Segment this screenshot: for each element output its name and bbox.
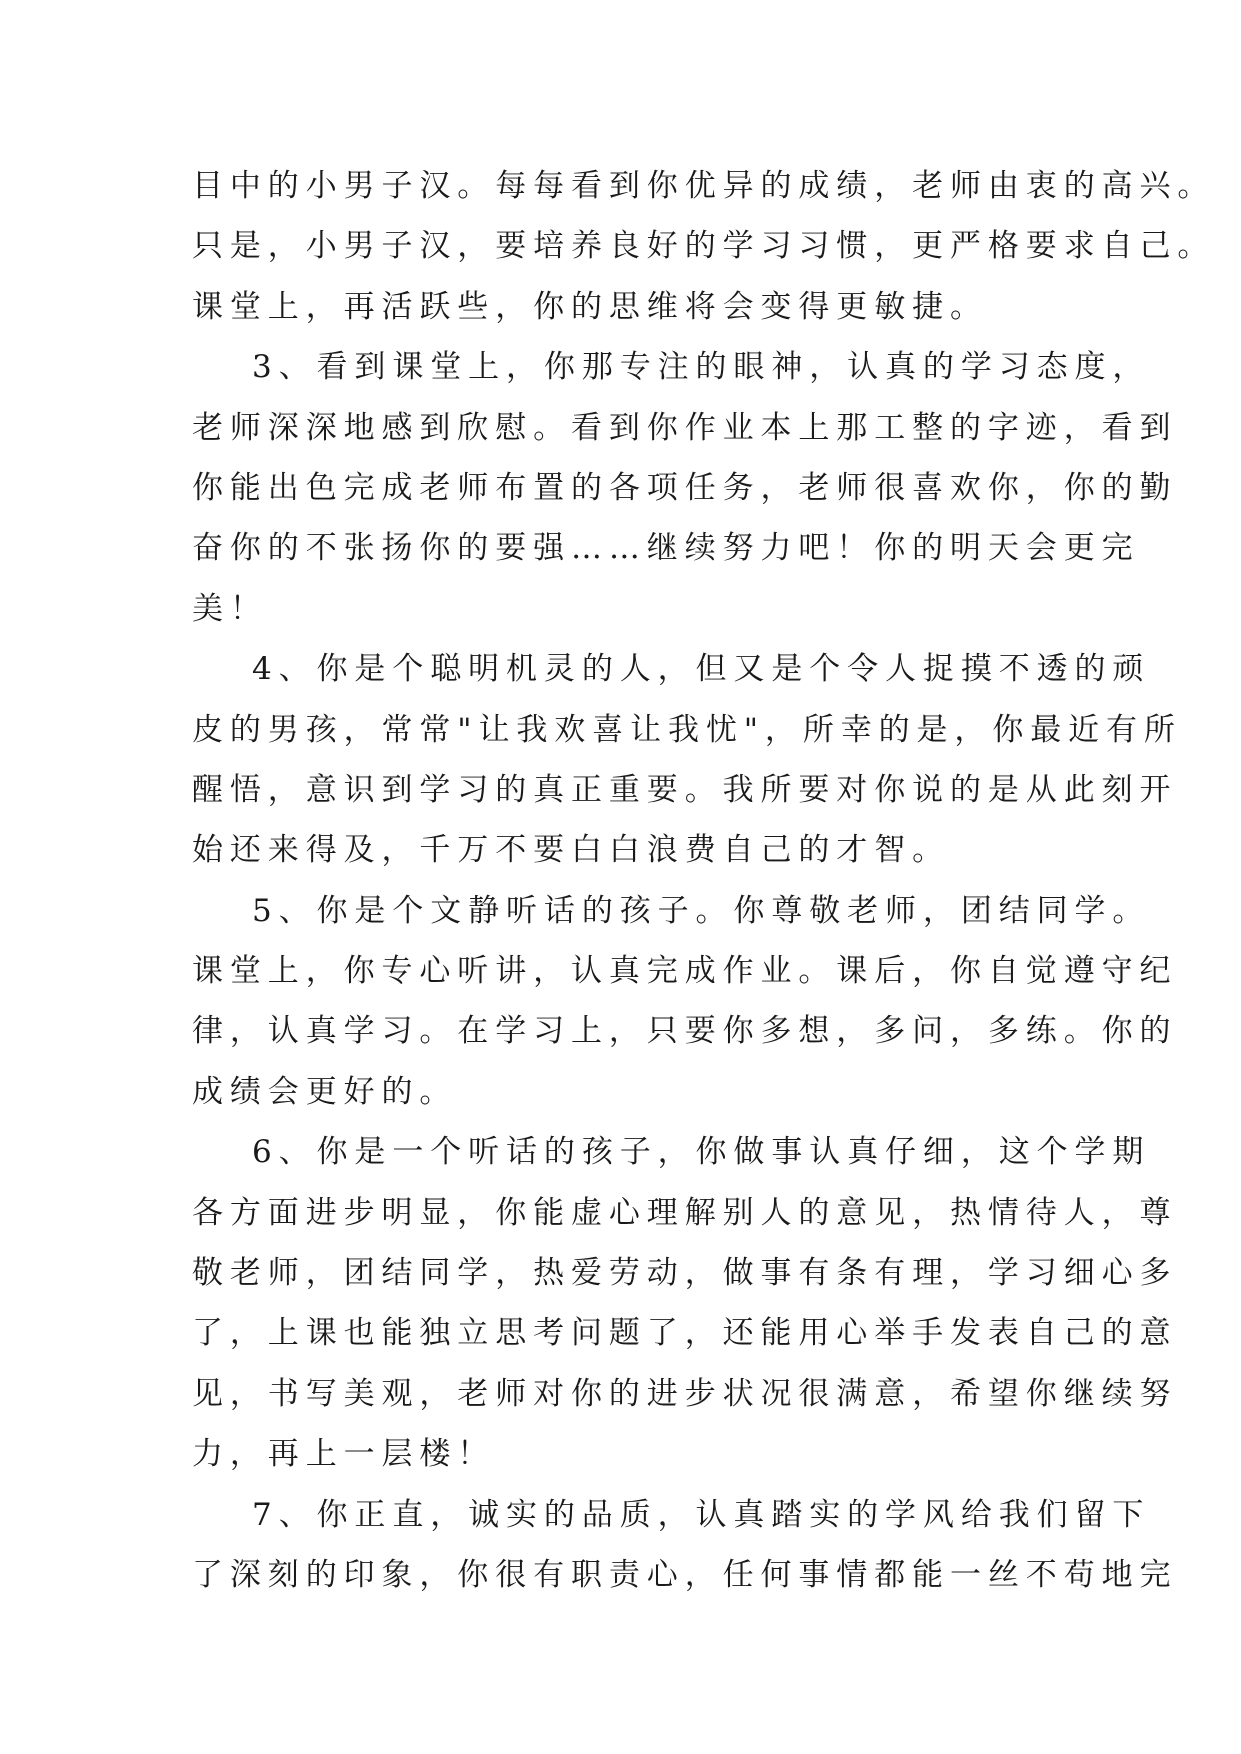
body-text xyxy=(192,156,1216,1605)
text-line: 课堂上，你专心听讲，认真完成作业。课后，你自觉遵守纪 xyxy=(192,953,1178,990)
text-line: 各方面进步明显，你能虚心理解别人的意见，热情待人，尊 xyxy=(192,1194,1178,1231)
paragraph-6-start: 6、你是一个听话的孩子，你做事认真仔细，这个学期 xyxy=(252,1134,1151,1171)
text-line: 你能出色完成老师布置的各项任务，老师很喜欢你，你的勤 xyxy=(192,469,1178,506)
text-line: 见，书写美观，老师对你的进步状况很满意，希望你继续努 xyxy=(192,1375,1178,1412)
text-line: 了，上课也能独立思考问题了，还能用心举手发表自己的意 xyxy=(192,1315,1178,1352)
text-line: 目中的小男子汉。每每看到你优异的成绩，老师由衷的高兴。 xyxy=(192,168,1216,204)
text-line: 律，认真学习。在学习上，只要你多想，多问，多练。你的 xyxy=(192,1013,1178,1050)
text-line: 只是，小男子汉，要培养良好的学习习惯，更严格要求自己。 xyxy=(192,228,1216,265)
text-line: 始还来得及，千万不要白白浪费自己的才智。 xyxy=(192,832,950,869)
paragraph-5-start: 5、你是个文静听话的孩子。你尊敬老师，团结同学。 xyxy=(252,892,1151,929)
text-line: 敬老师，团结同学，热爱劳动，做事有条有理，学习细心多 xyxy=(192,1255,1178,1292)
paragraph-7-start: 7、你正直，诚实的品质，认真踏实的学风给我们留下 xyxy=(252,1496,1151,1533)
text-line: 奋你的不张扬你的要强……继续努力吧！你的明天会更完 xyxy=(192,530,1140,567)
text-line: 课堂上，再活跃些，你的思维将会变得更敏捷。 xyxy=(192,288,988,325)
paragraph-4-start: 4、你是个聪明机灵的人，但又是个令人捉摸不透的顽 xyxy=(252,651,1151,688)
text-line: 了深刻的印象，你很有职责心，任何事情都能一丝不苟地完 xyxy=(192,1556,1178,1593)
text-line: 老师深深地感到欣慰。看到你作业本上那工整的字迹，看到 xyxy=(192,409,1178,446)
text-line: 醒悟，意识到学习的真正重要。我所要对你说的是从此刻开 xyxy=(192,771,1178,808)
text-line: 力，再上一层楼！ xyxy=(192,1436,496,1473)
text-line: 美！ xyxy=(192,590,268,627)
text-line: 皮的男孩，常常"让我欢喜让我忧"，所幸的是，你最近有所 xyxy=(192,711,1182,748)
text-line: 成绩会更好的。 xyxy=(192,1073,458,1110)
paragraph-3-start: 3、看到课堂上，你那专注的眼神，认真的学习态度， xyxy=(252,349,1151,386)
